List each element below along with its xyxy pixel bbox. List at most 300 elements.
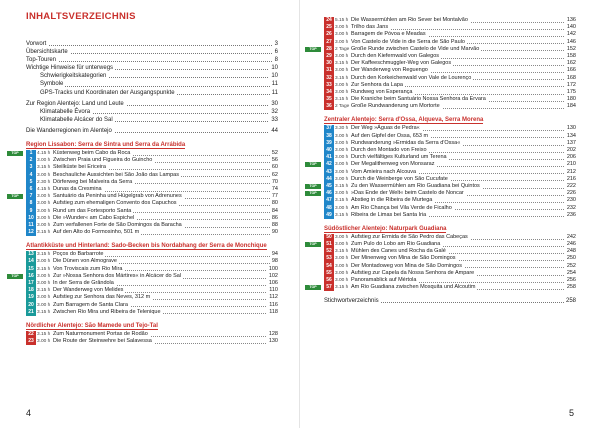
tour-duration: 3.00 h	[37, 339, 51, 345]
tour-entry	[309, 161, 576, 168]
tour-name: Ribeira de Limas bei Santa Iria	[351, 211, 427, 218]
tour-number: 23	[26, 338, 36, 345]
tour-name: Der Megalithenweg von Monsaraz	[351, 161, 435, 168]
tour-name: Trilho das Jans	[351, 24, 389, 31]
toc-entry-page: 11	[271, 89, 278, 96]
tour-page: 80	[271, 200, 278, 207]
toc-entry	[26, 56, 278, 64]
section-heading	[324, 116, 576, 124]
tour-number: 47	[324, 197, 334, 204]
section-heading	[26, 141, 278, 149]
tour-entry	[324, 205, 576, 212]
toc-left	[11, 40, 278, 345]
tour-page: 230	[566, 197, 576, 204]
section-title: Zentraler Alentejo: Serra d'Ossa, Alqueva, Serra Morena	[324, 117, 484, 124]
tour-entry	[309, 284, 576, 291]
tour-page: 84	[271, 207, 278, 214]
tour-name: Durch den Montado von Freixo	[351, 147, 427, 153]
tour-duration: 3.00 h	[335, 155, 349, 161]
tour-page: 70	[271, 178, 278, 185]
tour-entry	[324, 248, 576, 255]
tour-name: Aufstieg zum ehemaligen Convento dos Capuchos	[53, 200, 177, 207]
tour-number: 55	[324, 270, 334, 277]
tour-page: 102	[268, 272, 278, 279]
tour-name: Zur »Nossa Senhora dos Mártires« in Alcácer do Sal	[53, 272, 182, 279]
top-badge: TOP	[305, 47, 321, 52]
tour-duration: 3.00 h	[335, 32, 349, 38]
tour-number: 31	[324, 67, 334, 74]
tour-number: 57	[324, 284, 334, 291]
tour-number: 37	[324, 125, 334, 132]
tour-number: 20	[26, 302, 36, 309]
tour-name: Zum Pulo do Lobo am Rio Guadiana	[351, 241, 441, 248]
toc-entry-page: 3	[274, 41, 278, 47]
toc-entry-label: Übersichtskarte	[26, 49, 68, 56]
tour-name: Zwischen Rio Mira und Ribeira de Telenique	[53, 308, 161, 315]
tour-page: 252	[566, 262, 576, 269]
tour-name: Aufstieg zur Senhora das Neves, 312 m	[53, 294, 151, 301]
tour-entry	[324, 125, 576, 132]
tour-name: Die Route der Steinwehre bei Salavessa	[53, 338, 152, 345]
toc-entry-page: 10	[271, 65, 278, 72]
tour-duration: 3.00 h	[335, 39, 349, 45]
tour-duration: 3.00 h	[335, 242, 349, 248]
tour-name: Die »Wunder« am Cabo Espichel	[53, 214, 135, 221]
tour-number: 38	[324, 133, 334, 140]
tour-page: 52	[271, 150, 278, 157]
tour-entry	[26, 172, 278, 179]
tour-name: Abstieg in die Ribeira de Murtega	[351, 197, 433, 204]
toc-entry-label: Klimatabelle Alcácer do Sal	[40, 116, 113, 123]
toc-entry	[26, 89, 278, 97]
tour-name: Santuário da Peninha und Hügelgrab von Adrenunes	[53, 193, 182, 200]
tour-page: 74	[271, 185, 278, 192]
toc-entry-label: Symbole	[40, 81, 64, 88]
tour-page: 152	[566, 45, 576, 52]
tour-page: 98	[271, 258, 278, 265]
toc-entry-label: GPS-Tracks und Koordinaten der Ausgangspunkte	[40, 89, 175, 96]
tour-name: Die Dünen von Almograve	[53, 258, 117, 265]
tour-entry	[324, 89, 576, 96]
tour-duration: 3.00 h	[37, 222, 51, 228]
tour-page: 172	[566, 81, 576, 88]
tour-number: 13	[26, 251, 36, 258]
tour-number: 1	[26, 150, 36, 157]
tour-number: 43	[324, 169, 334, 176]
tour-duration: 3.00 h	[37, 172, 51, 178]
tour-duration: 3.00 h	[335, 53, 349, 59]
tour-entry	[26, 309, 278, 316]
tour-page: 134	[566, 132, 576, 139]
tour-duration: 3.00 h	[37, 194, 51, 200]
tour-name: Poços do Barbarrote	[53, 251, 104, 258]
toc-entry-page: 6	[274, 49, 278, 56]
tour-name: Von Castelo de Vide in die Serra de São Paulo	[351, 38, 465, 45]
tour-page: 77	[271, 193, 278, 200]
toc-entry-label: Klimatabelle Évora	[40, 108, 91, 115]
index-page: 258	[565, 298, 576, 305]
tour-name: In der Serra de Grândola	[53, 280, 114, 287]
tour-duration: 3.00 h	[335, 82, 349, 88]
tour-page: 226	[566, 190, 576, 197]
tour-entry	[11, 150, 278, 157]
top-badge: TOP	[7, 274, 23, 279]
tour-page: 100	[268, 265, 278, 272]
tour-entry	[26, 229, 278, 236]
toc-right	[309, 17, 576, 305]
tour-duration: 5.15 h	[335, 18, 349, 23]
tour-duration: 3.15 h	[335, 97, 349, 103]
tour-page: 222	[566, 182, 576, 189]
tour-number: 8	[26, 200, 36, 207]
tour-entry	[26, 222, 278, 229]
tour-number: 33	[324, 82, 334, 89]
tour-name: Der Kaffeeschmuggler-Weg von Galegos	[351, 60, 452, 67]
tour-entry	[26, 258, 278, 265]
tour-duration: 3.00 h	[335, 176, 349, 182]
tour-number: 2	[26, 157, 36, 164]
tour-duration: 2 Tage	[335, 104, 350, 110]
tour-page: 56	[271, 157, 278, 164]
tour-entry	[26, 294, 278, 301]
tour-name: Der Wanderweg von Reguengo	[351, 67, 428, 74]
tour-page: 162	[566, 60, 576, 67]
tour-page: 136	[566, 17, 576, 23]
tour-duration: 2.30 h	[37, 179, 51, 185]
tour-number: 14	[26, 258, 36, 265]
toc-entry-page: 33	[271, 116, 278, 123]
tour-name: Zur Senhora da Lapa	[351, 81, 403, 88]
tour-page: 60	[271, 164, 278, 171]
tour-page: 206	[566, 154, 576, 161]
tour-entry	[324, 96, 576, 103]
tour-entry	[309, 241, 576, 248]
tour-name: Rundwanderung »Ermidas da Serra d'Ossa«	[351, 139, 461, 146]
tour-name: Durch den Korkeichenwald von Vale de Lourenço	[351, 74, 472, 81]
toc-entry-label: Schwierigkeitskategorien	[40, 73, 107, 80]
tour-name: Auf den Gipfel der Ossa, 653 m	[351, 132, 429, 139]
tour-number: 50	[324, 234, 334, 241]
tour-duration: 3.15 h	[335, 75, 349, 81]
tour-entry	[26, 186, 278, 193]
tour-entry	[324, 82, 576, 89]
toc-entry-page: 32	[271, 108, 278, 115]
tour-page: 202	[566, 147, 576, 153]
tour-duration: 3.00 h	[335, 191, 349, 197]
section-heading	[26, 242, 278, 250]
tour-entry	[324, 270, 576, 277]
tour-entry	[26, 251, 278, 258]
tour-name: Dörferweg bei Malveira da Serra	[53, 178, 133, 185]
tour-entry	[324, 31, 576, 38]
tour-number: 51	[324, 241, 334, 248]
tour-page: 130	[566, 125, 576, 132]
tour-page: 116	[269, 301, 278, 308]
tour-duration: 3.15 h	[335, 212, 349, 218]
tour-page: 256	[566, 277, 576, 283]
toc-entry	[26, 100, 278, 108]
toc-entry	[26, 64, 278, 72]
toc-entry-page: 8	[274, 57, 278, 64]
tour-duration: 3.15 h	[37, 230, 51, 236]
tour-page: 88	[271, 221, 278, 228]
tour-duration: 3.15 h	[37, 266, 51, 272]
tour-entry	[324, 140, 576, 147]
top-badge: TOP	[305, 162, 321, 167]
tour-number: 41	[324, 154, 334, 161]
tour-number: 36	[324, 103, 334, 110]
tour-entry	[11, 272, 278, 280]
tour-duration: 3.15 h	[37, 252, 51, 258]
tour-duration: 3.00 h	[37, 295, 51, 301]
tour-page: 112	[269, 294, 278, 301]
tour-number: 44	[324, 176, 334, 183]
tour-duration: 3.15 h	[335, 198, 349, 204]
tour-page: 90	[271, 229, 278, 236]
toc-entry-page: 30	[271, 100, 278, 107]
tour-number: 17	[26, 280, 36, 287]
tour-page: 242	[566, 233, 576, 240]
tour-name: Der Montadoweg von Mina de São Domingos	[351, 262, 462, 269]
tour-page: 118	[269, 308, 278, 315]
tour-entry	[26, 302, 278, 309]
tour-entry	[26, 200, 278, 207]
tour-entry	[324, 263, 576, 270]
tour-name: Zum verfallenen Forte de São Domingos da Baracha	[53, 221, 182, 228]
tour-number: 28	[324, 46, 334, 53]
tour-duration: 4.15 h	[37, 186, 51, 192]
tour-number: 24	[324, 17, 334, 24]
tour-number: 21	[26, 309, 36, 316]
tour-page: 166	[566, 67, 576, 74]
tour-entry	[26, 338, 278, 345]
tour-number: 3	[26, 164, 36, 171]
tour-name: Die Kraniche beim Santuário Nossa Senhora da Ervara	[351, 96, 486, 103]
tour-name: »Das Ende der Welt« beim Castelo de Noncar	[351, 190, 464, 197]
tour-number: 30	[324, 60, 334, 67]
toc-entry-page: 44	[271, 127, 278, 134]
tour-duration: 3.15 h	[335, 285, 349, 291]
tour-entry	[324, 103, 576, 110]
page-title: INHALTSVERZEICHNIS	[26, 11, 136, 22]
tour-entry	[324, 255, 576, 262]
tour-page: 94	[271, 251, 278, 258]
tour-name: Rundweg von Esperança	[351, 88, 413, 95]
tour-number: 42	[324, 161, 334, 168]
tour-entry	[324, 154, 576, 161]
top-badge: TOP	[7, 194, 23, 199]
tour-page: 246	[566, 241, 576, 248]
tour-page: 158	[566, 52, 576, 59]
tour-name: Zum Barragem de Santa Clara	[53, 301, 128, 308]
tour-entry	[324, 75, 576, 82]
tour-page: 110	[269, 287, 278, 294]
tour-number: 18	[26, 287, 36, 294]
tour-duration: 3.00 h	[37, 259, 51, 265]
tour-duration: 3.00 h	[335, 148, 349, 153]
tour-name: Beschauliche Aussichten bei São João das Lampas	[53, 171, 179, 178]
tour-number: 9	[26, 208, 36, 215]
tour-number: 11	[26, 222, 36, 229]
tour-entry	[11, 193, 278, 200]
tour-duration: 3.15 h	[37, 309, 51, 315]
tour-number: 56	[324, 277, 334, 284]
tour-duration: 3.00 h	[37, 215, 51, 221]
tour-duration: 3.00 h	[335, 256, 349, 262]
tour-duration: 3.00 h	[335, 25, 349, 31]
section-heading	[26, 322, 278, 330]
tour-entry	[324, 197, 576, 204]
tour-duration: 3.00 h	[335, 278, 349, 283]
tour-number: 7	[26, 193, 36, 200]
tour-name: Durch die Weinberge von São Cucufate	[351, 175, 448, 182]
tour-entry	[309, 182, 576, 190]
tour-number: 49	[324, 212, 334, 219]
tour-name: Am Rio Chança bei Vila Verde de Ficalho	[351, 204, 452, 211]
tour-name: Zu den Wassermühlen am Rio Guadiana bei Quintos	[351, 182, 480, 189]
tour-page: 140	[566, 24, 576, 31]
tour-duration: 4.15 h	[37, 151, 51, 157]
tour-entry	[324, 60, 576, 67]
page-number-left: 4	[26, 408, 32, 418]
top-badge: TOP	[305, 242, 321, 247]
tour-name: Große Runde zwischen Castelo de Vide und Marvão	[351, 45, 480, 52]
tour-number: 52	[324, 248, 334, 255]
top-badge: TOP	[305, 184, 321, 189]
tour-duration: 2 Tage	[335, 46, 350, 52]
top-badge: TOP	[305, 285, 321, 290]
tour-number: 48	[324, 205, 334, 212]
page-number-right: 5	[568, 408, 574, 418]
tour-number: 40	[324, 147, 334, 154]
tour-page: 250	[566, 255, 576, 262]
tour-page: 210	[566, 161, 576, 168]
tour-name: Durch den Kiefernwald von Galegos	[351, 52, 440, 59]
tour-number: 54	[324, 263, 334, 270]
tour-number: 19	[26, 294, 36, 301]
tour-page: 180	[566, 96, 576, 103]
tour-number: 45	[324, 183, 334, 190]
tour-duration: 3.00 h	[335, 133, 349, 139]
tour-entry	[26, 179, 278, 186]
tour-entry	[26, 208, 278, 215]
tour-page: 184	[566, 103, 576, 110]
tour-duration: 3.00 h	[37, 201, 51, 207]
tour-duration: 3.15 h	[335, 61, 349, 67]
tour-page: 168	[566, 74, 576, 81]
toc-entry	[26, 108, 278, 116]
tour-number: 16	[26, 273, 36, 280]
section-title: Südöstlicher Alentejo: Naturpark Guadiana	[324, 225, 447, 232]
tour-name: Durch vielfältiges Kulturland um Terena	[351, 154, 447, 161]
section-title: Region Lissabon: Serra de Sintra und Serra da Arrábida	[26, 142, 186, 149]
toc-entry	[26, 48, 278, 56]
tour-number: 27	[324, 39, 334, 46]
tour-entry	[324, 169, 576, 176]
tour-number: 35	[324, 96, 334, 103]
tour-page: 232	[566, 204, 576, 211]
tour-number: 32	[324, 75, 334, 82]
tour-duration: 3.15 h	[335, 183, 349, 189]
tour-entry	[324, 17, 576, 24]
tour-entry	[309, 190, 576, 197]
right-page	[300, 0, 600, 428]
tour-name: Barragem de Póvoa e Meadas	[351, 31, 426, 38]
tour-name: Am Rio Guadiana zwischen Mosquita und Alcoutim	[351, 284, 476, 291]
tour-duration: 3.15 h	[37, 331, 51, 337]
tour-duration: 3.15 h	[37, 288, 51, 294]
tour-name: Große Rundwanderung um Mortorte	[351, 103, 440, 110]
toc-entry	[26, 116, 278, 124]
index-entry	[324, 297, 576, 305]
tour-page: 236	[566, 211, 576, 218]
tour-duration: 3.15 h	[37, 165, 51, 171]
toc-entry-page: 10	[271, 73, 278, 80]
tour-entry	[324, 53, 576, 60]
tour-number: 4	[26, 172, 36, 179]
tour-page: 216	[566, 175, 576, 182]
tour-page: 248	[566, 248, 576, 255]
tour-duration: 3.00 h	[335, 140, 349, 146]
tour-name: Der Weg »Águas de Pedra«	[351, 125, 420, 132]
tour-name: Panoramablick auf Mértola	[351, 277, 417, 283]
tour-entry	[324, 176, 576, 183]
section-title: Atlantikküste und Hinterland: Sado-Becken bis Nordabhang der Serra de Monchique	[26, 243, 267, 250]
tour-name: Zum Naturmonument Portas de Rodão	[53, 330, 148, 337]
index-label: Stichwortverzeichnis	[324, 298, 379, 305]
tour-name: Der Wanderweg von Melides	[53, 287, 124, 294]
tour-number: 15	[26, 266, 36, 273]
toc-entry	[26, 80, 278, 88]
tour-duration: 3.00 h	[37, 158, 51, 164]
tour-entry	[324, 277, 576, 284]
tour-number: 10	[26, 215, 36, 222]
tour-entry	[324, 39, 576, 46]
tour-page: 62	[271, 171, 278, 178]
tour-number: 53	[324, 255, 334, 262]
tour-page: 128	[268, 330, 278, 337]
tour-entry	[324, 24, 576, 31]
tour-name: Vom Amieira nach Alcouva	[351, 168, 417, 175]
toc-entry-page: 11	[271, 81, 278, 88]
tour-page: 106	[268, 280, 278, 287]
tour-name: Zwischen Praia und Figueira do Guincho	[53, 157, 153, 164]
tour-entry	[26, 266, 278, 273]
toc-entry	[26, 72, 278, 80]
tour-page: 130	[268, 338, 278, 345]
tour-duration: 3.00 h	[335, 205, 349, 211]
tour-entry	[26, 164, 278, 171]
tour-name: Aufstieg zur Capela da Nossa Senhora de Ampare	[351, 269, 475, 276]
tour-entry	[26, 215, 278, 222]
tour-duration: 3.00 h	[335, 234, 349, 240]
tour-entry	[324, 133, 576, 140]
tour-number: 34	[324, 89, 334, 96]
tour-entry	[26, 157, 278, 164]
tour-entry	[26, 280, 278, 287]
top-badge: TOP	[7, 151, 23, 156]
tour-duration: 3.00 h	[335, 270, 349, 276]
tour-name: Von Troviscais zum Rio Mira	[53, 265, 123, 272]
tour-entry	[26, 287, 278, 294]
tour-name: Mühlen des Canes und Rocha da Galé	[351, 248, 446, 255]
tour-name: Steilküste bei Ericeira	[53, 164, 106, 171]
tour-duration: 3.00 h	[37, 273, 51, 279]
tour-page: 258	[566, 284, 576, 291]
toc-entry-label: Wichtige Hinweise für unterwegs	[26, 65, 114, 72]
tour-duration: 3.00 h	[335, 263, 349, 269]
tour-number: 39	[324, 140, 334, 147]
